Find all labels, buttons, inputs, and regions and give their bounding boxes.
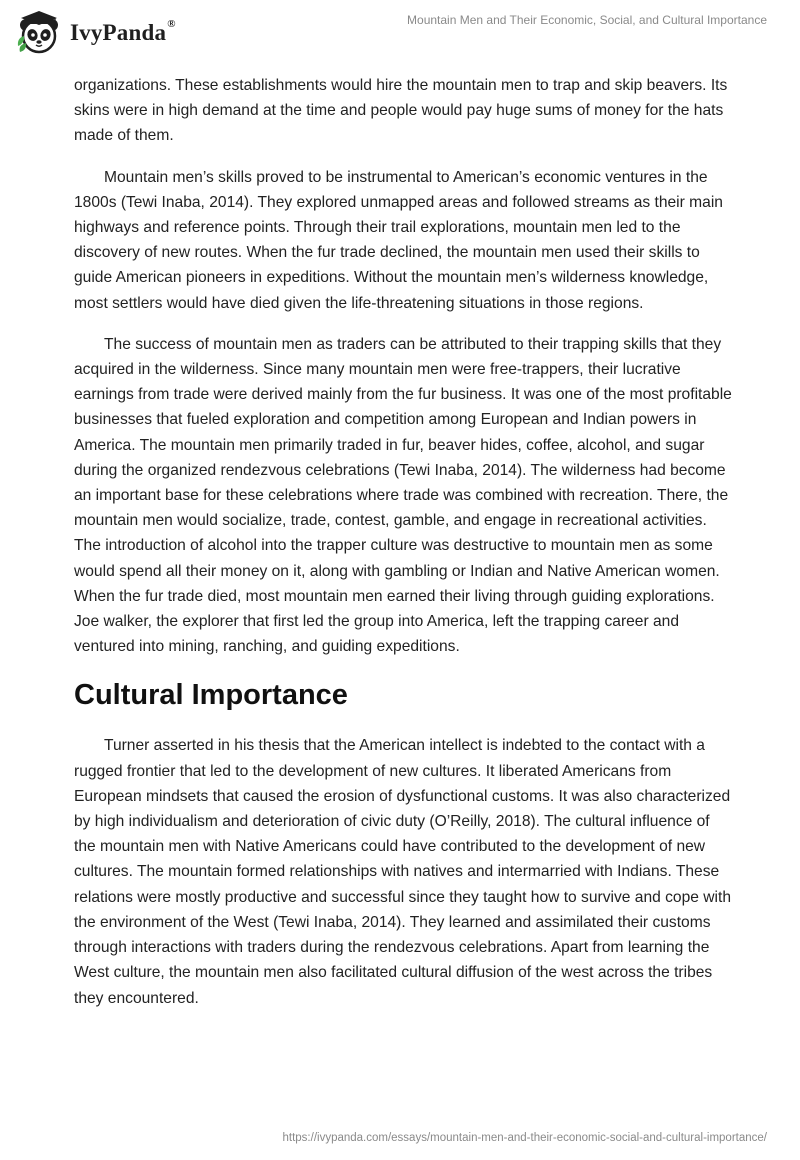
paragraph-cultural-influence: Turner asserted in his thesis that the American intellect is indebted to the contact with a rugged frontier that led to the development of new cultures. It liberated Americans from European mindsets that caused the erosion of dysfunctional customs. It was also characterized by high individualism and deterioration of civic duty (O’Reilly, 2018). The cultural influence of the mountain men with Native Americans could have contributed to the development of new cultures. The mountain formed relationships with natives and intermarried with Indians. These relations were mostly productive and successful since they taught how to survive and cope with the environment of the West (Tewi Inaba, 2014). They learned and assimilated their customs through interactions with traders during the rendezvous celebrations. Apart from learning the West culture, the mountain men also facilitated cultural diffusion of the west across the tribes they encountered. bbox=[74, 737, 732, 1007]
paragraph-continuation: organizations. These establishments would hire the mountain men to trap and skip beavers. Its skins were in high demand at the time and people would pay huge sums of money for the hats made of them. bbox=[74, 77, 728, 145]
section-heading-cultural-importance: Cultural Importance bbox=[74, 679, 348, 712]
panda-graduate-icon bbox=[14, 8, 64, 58]
brand-name: IvyPanda bbox=[70, 20, 167, 45]
registered-mark: ® bbox=[167, 18, 176, 30]
ivypanda-logo[interactable] bbox=[14, 8, 176, 58]
source-url[interactable]: https://ivypanda.com/essays/mountain-men-and-their-economic-social-and-cultural-importance/ bbox=[282, 1132, 767, 1144]
paragraph-economic-skills: Mountain men’s skills proved to be instrumental to American’s economic ventures in the 1800s (Tewi Inaba, 2014). They explored unmapped areas and followed streams as their main highways and reference points. Through their trail explorations, mountain men led to the discovery of new routes. When the fur trade declined, the mountain men used their skills to guide American pioneers in expeditions. Without the mountain men’s wilderness knowledge, most settlers would have died given the life-threatening situations in those regions. bbox=[74, 168, 723, 312]
page-header bbox=[0, 0, 800, 70]
essay-body bbox=[74, 73, 734, 1027]
brand-wordmark bbox=[70, 20, 176, 46]
document-running-title: Mountain Men and Their Economic, Social, and Cultural Importance bbox=[407, 13, 767, 27]
paragraph-trading-success: The success of mountain men as traders can be attributed to their trapping skills that they acquired in the wilderness. Since many mountain men were free-trappers, their lucrative earnings from trade were derived mainly from the fur business. It was one of the most profitable businesses that fueled exploration and competition among European and Indian powers in America. The mountain men primarily traded in fur, beaver hides, coffee, alcohol, and sugar during the organized rendezvous celebrations (Tewi Inaba, 2014). The wilderness had become an important base for these celebrations where trade was combined with recreation. There, the mountain men would socialize, trade, contest, gamble, and engage in recreational activities. The introduction of alcohol into the trapper culture was destructive to mountain men as some would spend all their money on it, along with gambling or Indian and Native American women. When the fur trade died, most mountain men earned their living through guiding explorations. Joe walker, the explorer that first led the group into America, left the trapping career and ventured into mining, ranching, and guiding expeditions. bbox=[74, 335, 732, 656]
